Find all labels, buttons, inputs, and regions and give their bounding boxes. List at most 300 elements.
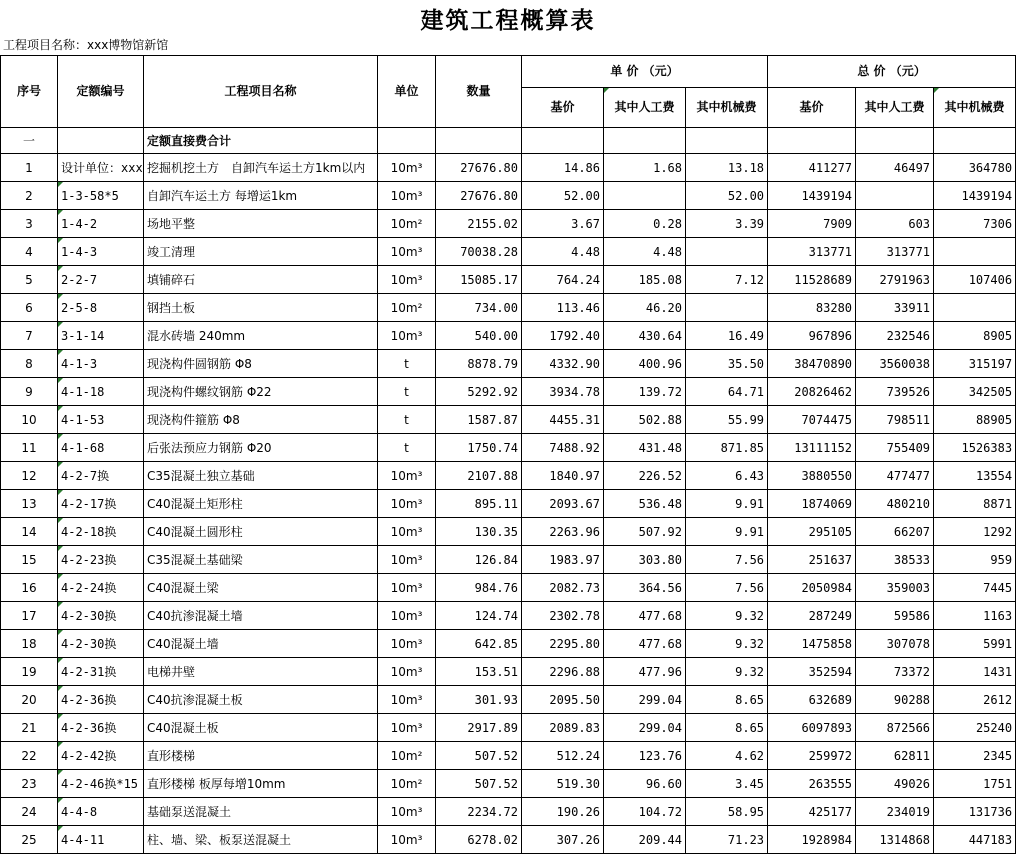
table-row xyxy=(1,154,1016,182)
row-total-base: 83280 xyxy=(768,294,856,322)
row-qty: 1587.87 xyxy=(436,406,522,434)
row-name: 现浇构件圆钢筋 Φ8 xyxy=(144,350,378,378)
row-unit-base: 764.24 xyxy=(522,266,604,294)
row-total-machine: 1292 xyxy=(934,518,1016,546)
row-unit-labor: 123.76 xyxy=(604,742,686,770)
row-seq: 10 xyxy=(1,406,58,434)
row-name: C40抗渗混凝土板 xyxy=(144,686,378,714)
row-unit-machine: 7.56 xyxy=(686,546,768,574)
row-unit: 10m³ xyxy=(378,630,436,658)
row-seq: 11 xyxy=(1,434,58,462)
row-seq: 22 xyxy=(1,742,58,770)
row-code: 1-4-2 xyxy=(58,210,144,238)
row-unit-machine: 871.85 xyxy=(686,434,768,462)
row-code: 1-4-3 xyxy=(58,238,144,266)
row-unit: t xyxy=(378,350,436,378)
row-unit-machine: 35.50 xyxy=(686,350,768,378)
row-total-base: 7074475 xyxy=(768,406,856,434)
row-total-base: 295105 xyxy=(768,518,856,546)
row-unit-machine: 9.32 xyxy=(686,630,768,658)
row-unit-labor: 1.68 xyxy=(604,154,686,182)
row-code: 4-1-53 xyxy=(58,406,144,434)
row-total-labor: 798511 xyxy=(856,406,934,434)
row-qty: 2917.89 xyxy=(436,714,522,742)
row-unit-machine: 9.32 xyxy=(686,658,768,686)
row-seq: 23 xyxy=(1,770,58,798)
row-seq: 18 xyxy=(1,630,58,658)
row-total-labor: 234019 xyxy=(856,798,934,826)
row-unit-machine: 8.65 xyxy=(686,686,768,714)
row-code: 4-2-36换 xyxy=(58,714,144,742)
row-name: 挖掘机挖土方 自卸汽车运土方1km以内 xyxy=(144,154,378,182)
row-unit-labor: 4.48 xyxy=(604,238,686,266)
row-code: 4-2-18换 xyxy=(58,518,144,546)
row-total-base: 411277 xyxy=(768,154,856,182)
row-unit-machine xyxy=(686,294,768,322)
row-total-machine: 1751 xyxy=(934,770,1016,798)
section-name: 定额直接费合计 xyxy=(144,128,378,154)
row-qty: 126.84 xyxy=(436,546,522,574)
row-unit-labor: 46.20 xyxy=(604,294,686,322)
row-code: 4-2-30换 xyxy=(58,602,144,630)
row-code: 4-1-18 xyxy=(58,378,144,406)
row-seq: 8 xyxy=(1,350,58,378)
header-unit: 单位 xyxy=(378,56,436,128)
row-total-labor: 33911 xyxy=(856,294,934,322)
row-unit-base: 190.26 xyxy=(522,798,604,826)
row-unit: 10m³ xyxy=(378,490,436,518)
row-qty: 2234.72 xyxy=(436,798,522,826)
table-row xyxy=(1,658,1016,686)
row-qty: 27676.80 xyxy=(436,182,522,210)
row-code: 2-5-8 xyxy=(58,294,144,322)
row-unit-base: 7488.92 xyxy=(522,434,604,462)
row-total-labor: 49026 xyxy=(856,770,934,798)
row-unit-machine: 6.43 xyxy=(686,462,768,490)
row-seq: 3 xyxy=(1,210,58,238)
project-name-label: 工程项目名称：xxx博物馆新馆 xyxy=(3,38,169,52)
table-row xyxy=(1,742,1016,770)
row-total-base: 1439194 xyxy=(768,182,856,210)
row-unit: 10m² xyxy=(378,210,436,238)
row-code: 4-1-68 xyxy=(58,434,144,462)
row-unit-base: 2082.73 xyxy=(522,574,604,602)
row-unit: 10m³ xyxy=(378,154,436,182)
row-qty: 2107.88 xyxy=(436,462,522,490)
row-seq: 15 xyxy=(1,546,58,574)
row-seq: 9 xyxy=(1,378,58,406)
row-unit-base: 2296.88 xyxy=(522,658,604,686)
row-total-machine: 1431 xyxy=(934,658,1016,686)
row-code: 4-2-23换 xyxy=(58,546,144,574)
row-total-machine: 8905 xyxy=(934,322,1016,350)
row-name: C40混凝土板 xyxy=(144,714,378,742)
row-code: 1-3-58*5 xyxy=(58,182,144,210)
row-unit-machine: 58.95 xyxy=(686,798,768,826)
row-total-machine: 7306 xyxy=(934,210,1016,238)
row-unit: 10m³ xyxy=(378,238,436,266)
row-total-machine: 447183 xyxy=(934,826,1016,854)
row-unit: 10m³ xyxy=(378,826,436,854)
table-row xyxy=(1,406,1016,434)
row-qty: 124.74 xyxy=(436,602,522,630)
row-unit-machine: 4.62 xyxy=(686,742,768,770)
row-unit-machine: 9.32 xyxy=(686,602,768,630)
table-row xyxy=(1,490,1016,518)
row-qty: 6278.02 xyxy=(436,826,522,854)
row-unit: 10m² xyxy=(378,742,436,770)
row-seq: 1 xyxy=(1,154,58,182)
row-seq: 21 xyxy=(1,714,58,742)
row-total-machine: 364780 xyxy=(934,154,1016,182)
row-total-base: 11528689 xyxy=(768,266,856,294)
row-unit-base: 3934.78 xyxy=(522,378,604,406)
row-seq: 14 xyxy=(1,518,58,546)
row-unit-labor: 299.04 xyxy=(604,714,686,742)
table-row xyxy=(1,350,1016,378)
row-total-machine: 88905 xyxy=(934,406,1016,434)
row-unit: 10m³ xyxy=(378,686,436,714)
row-unit-labor: 400.96 xyxy=(604,350,686,378)
document-title: 建筑工程概算表 xyxy=(420,8,596,34)
row-unit: 10m³ xyxy=(378,602,436,630)
row-name: 填铺碎石 xyxy=(144,266,378,294)
table-row xyxy=(1,826,1016,854)
row-name: 柱、墙、梁、板泵送混凝土 xyxy=(144,826,378,854)
row-unit-machine: 3.39 xyxy=(686,210,768,238)
row-seq: 4 xyxy=(1,238,58,266)
row-unit-labor: 477.96 xyxy=(604,658,686,686)
row-total-base: 259972 xyxy=(768,742,856,770)
row-total-labor: 603 xyxy=(856,210,934,238)
row-unit-labor: 431.48 xyxy=(604,434,686,462)
row-name: 钢挡土板 xyxy=(144,294,378,322)
row-unit: 10m³ xyxy=(378,574,436,602)
table-row xyxy=(1,630,1016,658)
header-unit-base: 基价 xyxy=(522,88,604,128)
row-total-machine: 13554 xyxy=(934,462,1016,490)
row-code: 4-2-46换*15 xyxy=(58,770,144,798)
row-total-machine: 131736 xyxy=(934,798,1016,826)
row-total-labor: 38533 xyxy=(856,546,934,574)
row-unit: 10m³ xyxy=(378,714,436,742)
row-name: C40混凝土墙 xyxy=(144,630,378,658)
header-total-price: 总 价 （元） xyxy=(768,56,1016,88)
row-total-machine: 315197 xyxy=(934,350,1016,378)
row-code: 4-2-17换 xyxy=(58,490,144,518)
table-row xyxy=(1,714,1016,742)
row-qty: 5292.92 xyxy=(436,378,522,406)
section-seq: 一 xyxy=(1,128,58,154)
table-row xyxy=(1,238,1016,266)
row-seq: 25 xyxy=(1,826,58,854)
table-row xyxy=(1,182,1016,210)
row-total-labor: 62811 xyxy=(856,742,934,770)
row-unit-labor: 477.68 xyxy=(604,630,686,658)
row-code: 4-4-11 xyxy=(58,826,144,854)
row-total-machine: 1439194 xyxy=(934,182,1016,210)
header-code: 定额编号 xyxy=(58,56,144,128)
table-row xyxy=(1,686,1016,714)
row-code: 4-2-36换 xyxy=(58,686,144,714)
row-unit-machine: 9.91 xyxy=(686,518,768,546)
row-total-labor: 872566 xyxy=(856,714,934,742)
row-total-machine: 5991 xyxy=(934,630,1016,658)
row-unit-machine: 7.56 xyxy=(686,574,768,602)
row-total-machine: 959 xyxy=(934,546,1016,574)
row-name: 后张法预应力钢筋 Φ20 xyxy=(144,434,378,462)
row-name: C40混凝土梁 xyxy=(144,574,378,602)
table-row xyxy=(1,434,1016,462)
row-total-machine: 1526383 xyxy=(934,434,1016,462)
row-unit-base: 4455.31 xyxy=(522,406,604,434)
row-qty: 8878.79 xyxy=(436,350,522,378)
row-unit-machine: 8.65 xyxy=(686,714,768,742)
row-name: 混水砖墙 240mm xyxy=(144,322,378,350)
row-qty: 642.85 xyxy=(436,630,522,658)
row-total-labor: 477477 xyxy=(856,462,934,490)
row-total-labor: 46497 xyxy=(856,154,934,182)
header-name: 工程项目名称 xyxy=(144,56,378,128)
table-row xyxy=(1,294,1016,322)
row-unit-labor: 185.08 xyxy=(604,266,686,294)
header-qty: 数量 xyxy=(436,56,522,128)
row-total-base: 38470890 xyxy=(768,350,856,378)
row-total-base: 6097893 xyxy=(768,714,856,742)
row-name: C40混凝土圆形柱 xyxy=(144,518,378,546)
row-unit: 10m³ xyxy=(378,182,436,210)
row-unit-labor xyxy=(604,182,686,210)
row-code: 4-2-31换 xyxy=(58,658,144,686)
row-unit-base: 512.24 xyxy=(522,742,604,770)
row-total-machine xyxy=(934,294,1016,322)
row-total-labor: 755409 xyxy=(856,434,934,462)
row-total-labor: 232546 xyxy=(856,322,934,350)
row-unit-labor: 139.72 xyxy=(604,378,686,406)
row-unit-labor: 0.28 xyxy=(604,210,686,238)
row-unit-base: 307.26 xyxy=(522,826,604,854)
row-code: 2-2-7 xyxy=(58,266,144,294)
row-unit-machine: 71.23 xyxy=(686,826,768,854)
row-unit-base: 14.86 xyxy=(522,154,604,182)
row-total-base: 1475858 xyxy=(768,630,856,658)
row-unit-labor: 502.88 xyxy=(604,406,686,434)
row-unit-base: 2095.50 xyxy=(522,686,604,714)
row-name: 直形楼梯 板厚每增10mm xyxy=(144,770,378,798)
row-total-labor: 480210 xyxy=(856,490,934,518)
row-unit-labor: 507.92 xyxy=(604,518,686,546)
row-total-base: 2050984 xyxy=(768,574,856,602)
row-unit-labor: 104.72 xyxy=(604,798,686,826)
row-code: 4-4-8 xyxy=(58,798,144,826)
row-total-base: 425177 xyxy=(768,798,856,826)
row-name: C40混凝土矩形柱 xyxy=(144,490,378,518)
row-qty: 540.00 xyxy=(436,322,522,350)
row-unit: 10m³ xyxy=(378,322,436,350)
row-unit: 10m³ xyxy=(378,546,436,574)
row-unit-machine: 9.91 xyxy=(686,490,768,518)
row-total-base: 287249 xyxy=(768,602,856,630)
row-total-machine xyxy=(934,238,1016,266)
row-qty: 507.52 xyxy=(436,742,522,770)
row-seq: 6 xyxy=(1,294,58,322)
row-seq: 5 xyxy=(1,266,58,294)
row-seq: 24 xyxy=(1,798,58,826)
row-name: 竣工清理 xyxy=(144,238,378,266)
row-total-base: 1928984 xyxy=(768,826,856,854)
row-name: 自卸汽车运土方 每增运1km xyxy=(144,182,378,210)
header-seq: 序号 xyxy=(1,56,58,128)
row-unit-base: 113.46 xyxy=(522,294,604,322)
row-unit: 10m² xyxy=(378,770,436,798)
row-unit-labor: 477.68 xyxy=(604,602,686,630)
row-total-machine: 1163 xyxy=(934,602,1016,630)
header-unit-machine: 其中机械费 xyxy=(686,88,768,128)
row-total-base: 632689 xyxy=(768,686,856,714)
row-unit-base: 1792.40 xyxy=(522,322,604,350)
row-unit-base: 1840.97 xyxy=(522,462,604,490)
table-row xyxy=(1,462,1016,490)
row-unit-base: 3.67 xyxy=(522,210,604,238)
row-code: 4-2-30换 xyxy=(58,630,144,658)
row-code: 3-1-14 xyxy=(58,322,144,350)
row-name: 电梯井壁 xyxy=(144,658,378,686)
row-unit-labor: 209.44 xyxy=(604,826,686,854)
row-unit-base: 2093.67 xyxy=(522,490,604,518)
row-total-machine: 7445 xyxy=(934,574,1016,602)
row-unit-machine: 16.49 xyxy=(686,322,768,350)
row-seq: 12 xyxy=(1,462,58,490)
row-unit-base: 52.00 xyxy=(522,182,604,210)
row-total-labor: 739526 xyxy=(856,378,934,406)
row-total-base: 352594 xyxy=(768,658,856,686)
row-unit-base: 1983.97 xyxy=(522,546,604,574)
table-row xyxy=(1,210,1016,238)
row-total-labor: 313771 xyxy=(856,238,934,266)
row-total-base: 20826462 xyxy=(768,378,856,406)
row-total-base: 13111152 xyxy=(768,434,856,462)
row-unit-base: 2295.80 xyxy=(522,630,604,658)
row-total-machine: 342505 xyxy=(934,378,1016,406)
table-row xyxy=(1,266,1016,294)
header-unit-price: 单 价 （元） xyxy=(522,56,768,88)
row-seq: 17 xyxy=(1,602,58,630)
row-code: 4-1-3 xyxy=(58,350,144,378)
table-row xyxy=(1,546,1016,574)
row-unit: t xyxy=(378,406,436,434)
row-unit-labor: 430.64 xyxy=(604,322,686,350)
table-row xyxy=(1,518,1016,546)
row-total-base: 967896 xyxy=(768,322,856,350)
header-total-base: 基价 xyxy=(768,88,856,128)
row-unit-machine: 52.00 xyxy=(686,182,768,210)
row-unit: 10m² xyxy=(378,294,436,322)
row-code: 4-2-42换 xyxy=(58,742,144,770)
row-unit-labor: 303.80 xyxy=(604,546,686,574)
row-seq: 13 xyxy=(1,490,58,518)
row-name: 直形楼梯 xyxy=(144,742,378,770)
row-unit-labor: 299.04 xyxy=(604,686,686,714)
row-unit-machine: 64.71 xyxy=(686,378,768,406)
row-seq: 19 xyxy=(1,658,58,686)
row-name: C40抗渗混凝土墙 xyxy=(144,602,378,630)
row-name: 现浇构件螺纹钢筋 Φ22 xyxy=(144,378,378,406)
row-total-labor: 59586 xyxy=(856,602,934,630)
row-total-base: 3880550 xyxy=(768,462,856,490)
section-row xyxy=(1,128,1016,154)
row-total-labor: 307078 xyxy=(856,630,934,658)
row-total-labor xyxy=(856,182,934,210)
row-total-machine: 25240 xyxy=(934,714,1016,742)
row-seq: 16 xyxy=(1,574,58,602)
row-unit-machine xyxy=(686,238,768,266)
row-qty: 895.11 xyxy=(436,490,522,518)
row-seq: 2 xyxy=(1,182,58,210)
row-unit-machine: 55.99 xyxy=(686,406,768,434)
row-total-machine: 107406 xyxy=(934,266,1016,294)
row-qty: 2155.02 xyxy=(436,210,522,238)
row-unit-base: 519.30 xyxy=(522,770,604,798)
row-unit-machine: 13.18 xyxy=(686,154,768,182)
row-name: C35混凝土独立基础 xyxy=(144,462,378,490)
row-total-machine: 2612 xyxy=(934,686,1016,714)
row-unit-labor: 96.60 xyxy=(604,770,686,798)
row-unit: 10m³ xyxy=(378,266,436,294)
table-row xyxy=(1,770,1016,798)
row-unit: t xyxy=(378,434,436,462)
row-total-labor: 66207 xyxy=(856,518,934,546)
row-qty: 984.76 xyxy=(436,574,522,602)
row-seq: 7 xyxy=(1,322,58,350)
row-qty: 70038.28 xyxy=(436,238,522,266)
row-qty: 130.35 xyxy=(436,518,522,546)
row-unit-base: 2302.78 xyxy=(522,602,604,630)
row-unit: t xyxy=(378,378,436,406)
table-row xyxy=(1,798,1016,826)
row-unit: 10m³ xyxy=(378,798,436,826)
row-qty: 734.00 xyxy=(436,294,522,322)
row-code: 4-2-24换 xyxy=(58,574,144,602)
row-total-machine: 2345 xyxy=(934,742,1016,770)
row-name: 现浇构件箍筋 Φ8 xyxy=(144,406,378,434)
row-unit: 10m³ xyxy=(378,658,436,686)
row-total-base: 1874069 xyxy=(768,490,856,518)
row-unit-labor: 226.52 xyxy=(604,462,686,490)
row-total-labor: 3560038 xyxy=(856,350,934,378)
row-qty: 507.52 xyxy=(436,770,522,798)
row-total-base: 251637 xyxy=(768,546,856,574)
row-name: 基础泵送混凝土 xyxy=(144,798,378,826)
row-unit-labor: 364.56 xyxy=(604,574,686,602)
row-name: C35混凝土基础梁 xyxy=(144,546,378,574)
row-seq: 20 xyxy=(1,686,58,714)
row-total-labor: 1314868 xyxy=(856,826,934,854)
row-total-base: 263555 xyxy=(768,770,856,798)
table-row xyxy=(1,574,1016,602)
row-unit-base: 2089.83 xyxy=(522,714,604,742)
row-code: 4-2-7换 xyxy=(58,462,144,490)
row-unit-labor: 536.48 xyxy=(604,490,686,518)
row-unit-base: 4.48 xyxy=(522,238,604,266)
estimate-table xyxy=(0,55,1016,854)
row-qty: 153.51 xyxy=(436,658,522,686)
row-total-base: 7909 xyxy=(768,210,856,238)
row-name: 场地平整 xyxy=(144,210,378,238)
header-unit-labor: 其中人工费 xyxy=(604,88,686,128)
row-total-labor: 73372 xyxy=(856,658,934,686)
header-total-machine: 其中机械费 xyxy=(934,88,1016,128)
table-row xyxy=(1,602,1016,630)
